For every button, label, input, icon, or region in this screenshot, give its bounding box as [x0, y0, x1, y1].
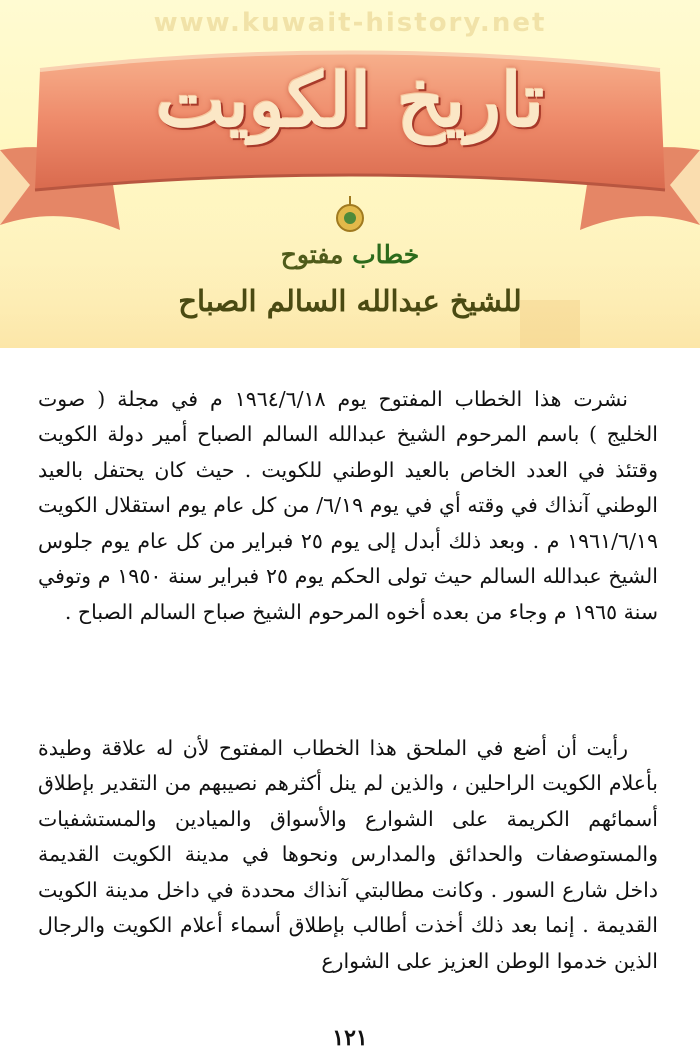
heading-word-khitab: خطاب — [352, 240, 420, 269]
document-subheading: للشيخ عبدالله السالم الصباح — [178, 284, 522, 318]
page-number: ١٢١ — [332, 1025, 368, 1051]
body-paragraph-1: نشرت هذا الخطاب المفتوح يوم ١٩٦٤/٦/١٨ م في مجلة ( صوت الخليج ) باسم المرحوم الشيخ عبدالله السالم الصباح أمير دولة الكويت وقتئذ في العدد الخاص بالعيد الوطني للكويت . حيث كان يحتفل بالعيد الوطني آنذاك في وقته أي في يوم ٦/١٩/ من كل عام يوم استقلال الكويت ١٩٦١/٦/١٩ م . وبعد ذلك أبدل إلى يوم ٢٥ فبراير من كل عام يوم جلوس الشيخ عبدالله السالم حيث تولى الحكم يوم ٢٥ فبراير سنة ١٩٥٠ م وتوفي سنة ١٩٦٥ م وجاء من بعده أخوه المرحوم الشيخ صباح السالم الصباح . — [38, 386, 658, 625]
header-banner — [0, 0, 700, 348]
document-heading — [0, 240, 700, 269]
heading-word-maftouh: مفتوح — [280, 240, 344, 269]
body-paragraph-2: رأيت أن أضع في الملحق هذا الخطاب المفتوح لأن له علاقة وطيدة بأعلام الكويت الراحلين ، والذين لم ينل أكثرهم نصيبهم من التقدير بإطلاق أسمائهم الكريمة على الشوارع والأسواق والميادين والمستشفيات والمستوصفات والحدائق والمدارس ونحوها في مدينة الكويت القديمة داخل شارع السور . وكانت مطالبتي آنذاك محددة في داخل مدينة الكويت القديمة . إنما بعد ذلك أخذت أطالب بإطلاق أسماء أعلام الكويت والرجال الذين خدموا الوطن العزيز على الشوارع — [38, 735, 658, 974]
logo-title: تاريخ الكويت — [155, 58, 545, 144]
site-url-watermark: www.kuwait-history.net — [153, 8, 547, 38]
